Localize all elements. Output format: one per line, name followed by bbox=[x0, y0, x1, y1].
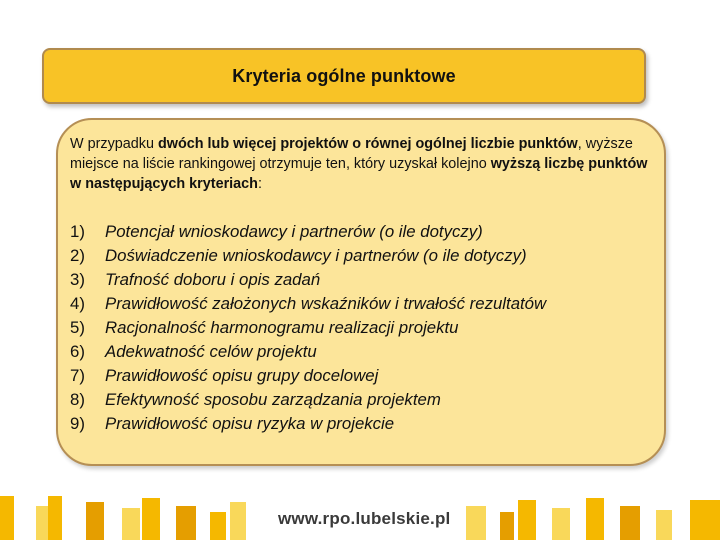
list-item bbox=[70, 268, 546, 292]
footer bbox=[0, 476, 720, 540]
list-item-text: Prawidłowość opisu grupy docelowej bbox=[105, 366, 379, 385]
decor-block-icon bbox=[142, 498, 160, 540]
intro-text-2: , wyższe miejsce na liście rankingowej otrzymuje ten, który uzyskał kolejno bbox=[70, 136, 633, 172]
decor-block-icon bbox=[230, 502, 246, 540]
decor-block-icon bbox=[500, 512, 514, 540]
title-banner bbox=[42, 48, 646, 104]
list-item-text: Efektywność sposobu zarządzania projektem bbox=[105, 390, 441, 409]
content-panel bbox=[56, 118, 666, 466]
list-item-text: Adekwatność celów projektu bbox=[105, 342, 317, 361]
list-item-number: 5) bbox=[70, 318, 85, 337]
list-item-number: 6) bbox=[70, 342, 85, 361]
decor-block-icon bbox=[466, 506, 486, 540]
decor-block-icon bbox=[690, 500, 720, 540]
criteria-list bbox=[70, 220, 546, 436]
intro-text-bold-2: wyższą liczbę punktów w następujących kryteriach bbox=[70, 156, 648, 192]
decor-block-icon bbox=[620, 506, 640, 540]
list-item-text: Doświadczenie wnioskodawcy i partnerów (o ile dotyczy) bbox=[105, 246, 527, 265]
list-item-text: Trafność doboru i opis zadań bbox=[105, 270, 321, 289]
decor-block-icon bbox=[210, 512, 226, 540]
decor-block-icon bbox=[552, 508, 570, 540]
decor-block-icon bbox=[48, 496, 62, 540]
list-item bbox=[70, 292, 546, 316]
decor-block-icon bbox=[0, 496, 14, 540]
decor-block-icon bbox=[656, 510, 672, 540]
list-item-number: 3) bbox=[70, 270, 85, 289]
intro-text-1: W przypadku bbox=[70, 136, 158, 152]
list-item-number: 9) bbox=[70, 414, 85, 433]
decor-block-icon bbox=[176, 506, 196, 540]
decor-block-icon bbox=[86, 502, 104, 540]
intro-text-3: : bbox=[257, 176, 262, 192]
list-item-number: 2) bbox=[70, 246, 85, 265]
decor-block-icon bbox=[586, 498, 604, 540]
list-item-number: 1) bbox=[70, 222, 85, 241]
intro-text-bold-1: dwóch lub więcej projektów o równej ogólnej liczbie punktów bbox=[157, 136, 578, 152]
list-item-number: 4) bbox=[70, 294, 85, 313]
decor-block-icon bbox=[518, 500, 536, 540]
list-item bbox=[70, 340, 546, 364]
list-item bbox=[70, 412, 546, 436]
list-item bbox=[70, 220, 546, 244]
intro-paragraph bbox=[70, 134, 660, 194]
list-item bbox=[70, 364, 546, 388]
list-item bbox=[70, 316, 546, 340]
list-item-text: Potencjał wnioskodawcy i partnerów (o ile dotyczy) bbox=[105, 222, 483, 241]
list-item bbox=[70, 388, 546, 412]
website-url: www.rpo.lubelskie.pl bbox=[278, 509, 451, 528]
list-item-text: Prawidłowość założonych wskaźników i trwałość rezultatów bbox=[105, 294, 547, 313]
list-item-text: Racjonalność harmonogramu realizacji projektu bbox=[105, 318, 459, 337]
list-item-number: 7) bbox=[70, 366, 85, 385]
list-item bbox=[70, 244, 546, 268]
list-item-text: Prawidłowość opisu ryzyka w projekcie bbox=[105, 414, 395, 433]
list-item-number: 8) bbox=[70, 390, 85, 409]
page-title: Kryteria ogólne punktowe bbox=[232, 65, 456, 86]
decor-block-icon bbox=[122, 508, 140, 540]
